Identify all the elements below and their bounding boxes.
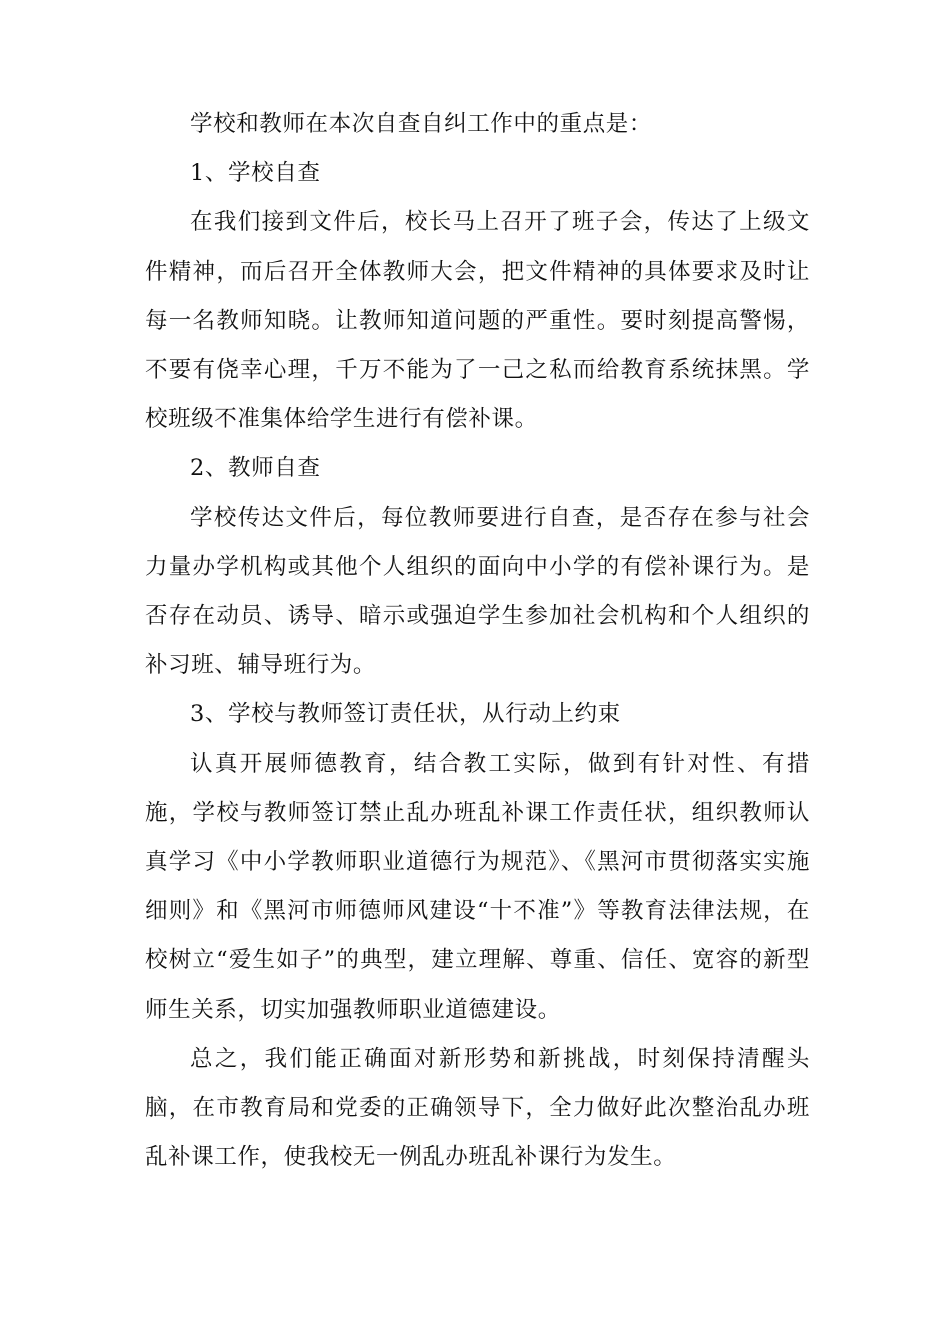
paragraph-conclusion: 总之，我们能正确面对新形势和新挑战，时刻保持清醒头脑，在市教育局和党委的正确领导下，全力做好此次整治乱办班乱补课工作，使我校无一例乱办班乱补课行为发生。	[145, 1045, 810, 1171]
paragraph-intro: 学校和教师在本次自查自纠工作中的重点是：	[190, 111, 653, 137]
section-heading-school-self-check: 1、学校自查	[190, 160, 321, 187]
document-body	[145, 100, 810, 1182]
paragraph-responsibility-agreement: 认真开展师德教育，结合教工实际，做到有针对性、有措施，学校与教师签订禁止乱办班乱补课工作责任状，组织教师认真学习《中小学教师职业道德行为规范》、《黑河市贯彻落实实施细则》和《黑河市师德师风建设“十不准”》等教育法律法规，在校树立“爱生如子”的典型，建立理解、尊重、信任、宽容的新型师生关系，切实加强教师职业道德建设。	[145, 750, 810, 1023]
section-heading-teacher-self-check: 2、教师自查	[190, 455, 321, 482]
section-heading-responsibility-agreement: 3、学校与教师签订责任状，从行动上约束	[190, 701, 621, 728]
paragraph-school-self-check: 在我们接到文件后，校长马上召开了班子会，传达了上级文件精神，而后召开全体教师大会，把文件精神的具体要求及时让每一名教师知晓。让教师知道问题的严重性。要时刻提高警惕，不要有侥幸心理，千万不能为了一己之私而给教育系统抹黑。学校班级不准集体给学生进行有偿补课。	[145, 209, 810, 433]
paragraph-teacher-self-check: 学校传达文件后，每位教师要进行自查，是否存在参与社会力量办学机构或其他个人组织的面向中小学的有偿补课行为。是否存在动员、诱导、暗示或强迫学生参加社会机构和个人组织的补习班、辅导班行为。	[145, 504, 810, 679]
